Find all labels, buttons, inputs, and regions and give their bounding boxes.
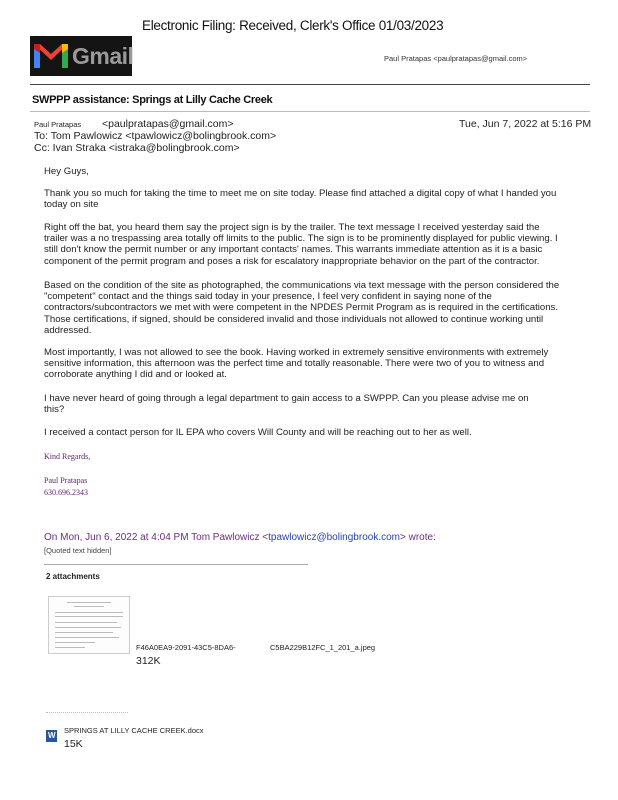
attachments-divider	[44, 564, 308, 565]
paragraph-4: Most importantly, I was not allowed to see the book. Having worked in extremely sensitive environments with extremely sensitive information, this afternoon was the perfect time and totally reasonable. There were two of you to witness and corroborate anything I did and or looked at.	[44, 347, 549, 381]
message-date: Tue, Jun 7, 2022 at 5:16 PM	[459, 118, 592, 130]
attachment-1-name[interactable]: F46A0EA9-2091-43C5-8DA6-	[136, 643, 236, 652]
attachment-2-name[interactable]: C5BA229B12FC_1_201_a.jpeg	[270, 643, 376, 652]
greeting: Hey Guys,	[44, 166, 89, 177]
subject-divider	[30, 111, 590, 112]
word-document-icon: W	[48, 731, 56, 740]
gmail-logo-text: Gmail	[72, 43, 134, 69]
attachments-title: 2 attachments	[46, 572, 100, 581]
paragraph-6: I received a contact person for IL EPA who covers Will County and will be reaching out to her as well.	[44, 427, 472, 438]
attachment-3-name[interactable]: SPRINGS AT LILLY CACHE CREEK.docx	[64, 726, 204, 735]
filing-stamp: Electronic Filing: Received, Clerk's Office 01/03/2023	[142, 18, 444, 33]
attachment-3-size: 15K	[64, 738, 83, 750]
gmail-envelope-icon	[34, 44, 68, 68]
quoted-header: On Mon, Jun 6, 2022 at 4:04 PM Tom Pawlowicz <tpawlowicz@bolingbrook.com> wrote:	[44, 532, 436, 543]
paragraph-3: Based on the condition of the site as photographed, the communications via text message with the person considered the "competent" contact and the things said today in your presence, I feel very confident in saying none of the contractors/subcontractors we met with were competent in the NPDES Permit Program as is required in the certifications. Those certifications, if signed, should be considered invalid and those individuals not allowed to continue working until addressed.	[44, 280, 560, 336]
email-subject: SWPPP assistance: Springs at Lilly Cache Creek	[32, 94, 273, 106]
signature-name: Paul Pratapas	[44, 476, 88, 485]
attachment-1-size: 312K	[136, 655, 161, 667]
paragraph-5: I have never heard of going through a legal department to gain access to a SWPPP. Can you please advise me on this?	[44, 393, 529, 416]
signature-phone: 630.696.2343	[44, 488, 88, 497]
gmail-logo	[30, 36, 132, 76]
sign-off: Kind Regards,	[44, 452, 91, 461]
to-recipient: To: Tom Pawlowicz <tpawlowicz@bolingbrook.com>	[34, 130, 277, 142]
attachment-thumbnail[interactable]	[48, 596, 130, 654]
quoted-email-link[interactable]: tpawlowicz@bolingbrook.com	[268, 532, 400, 543]
account-header: Paul Pratapas <paulpratapas@gmail.com>	[384, 54, 528, 63]
paragraph-1: Thank you so much for taking the time to meet me on site today. Please find attached a digital copy of what I handed you today on site	[44, 188, 557, 211]
sender-name: Paul Pratapas	[34, 120, 82, 129]
paragraph-2: Right off the bat, you heard them say the project sign is by the trailer. The text message I received yesterday said the trailer was a no trespassing area totally off limits to the public. The sign is to be prominently displayed for public viewing. I still don't know the permit number or any important contacts' names. This warrants immediate attention as it is a basic component of the permit program and poses a risk for escalatory inappropriate behavior on the part of the contractor.	[44, 222, 558, 267]
quoted-text-hidden[interactable]: [Quoted text hidden]	[44, 546, 112, 555]
header-divider	[30, 84, 590, 85]
sender-email: <paulpratapas@gmail.com>	[102, 118, 234, 130]
attachment-separator	[46, 712, 128, 714]
cc-recipient: Cc: Ivan Straka <istraka@bolingbrook.com>	[34, 142, 240, 154]
